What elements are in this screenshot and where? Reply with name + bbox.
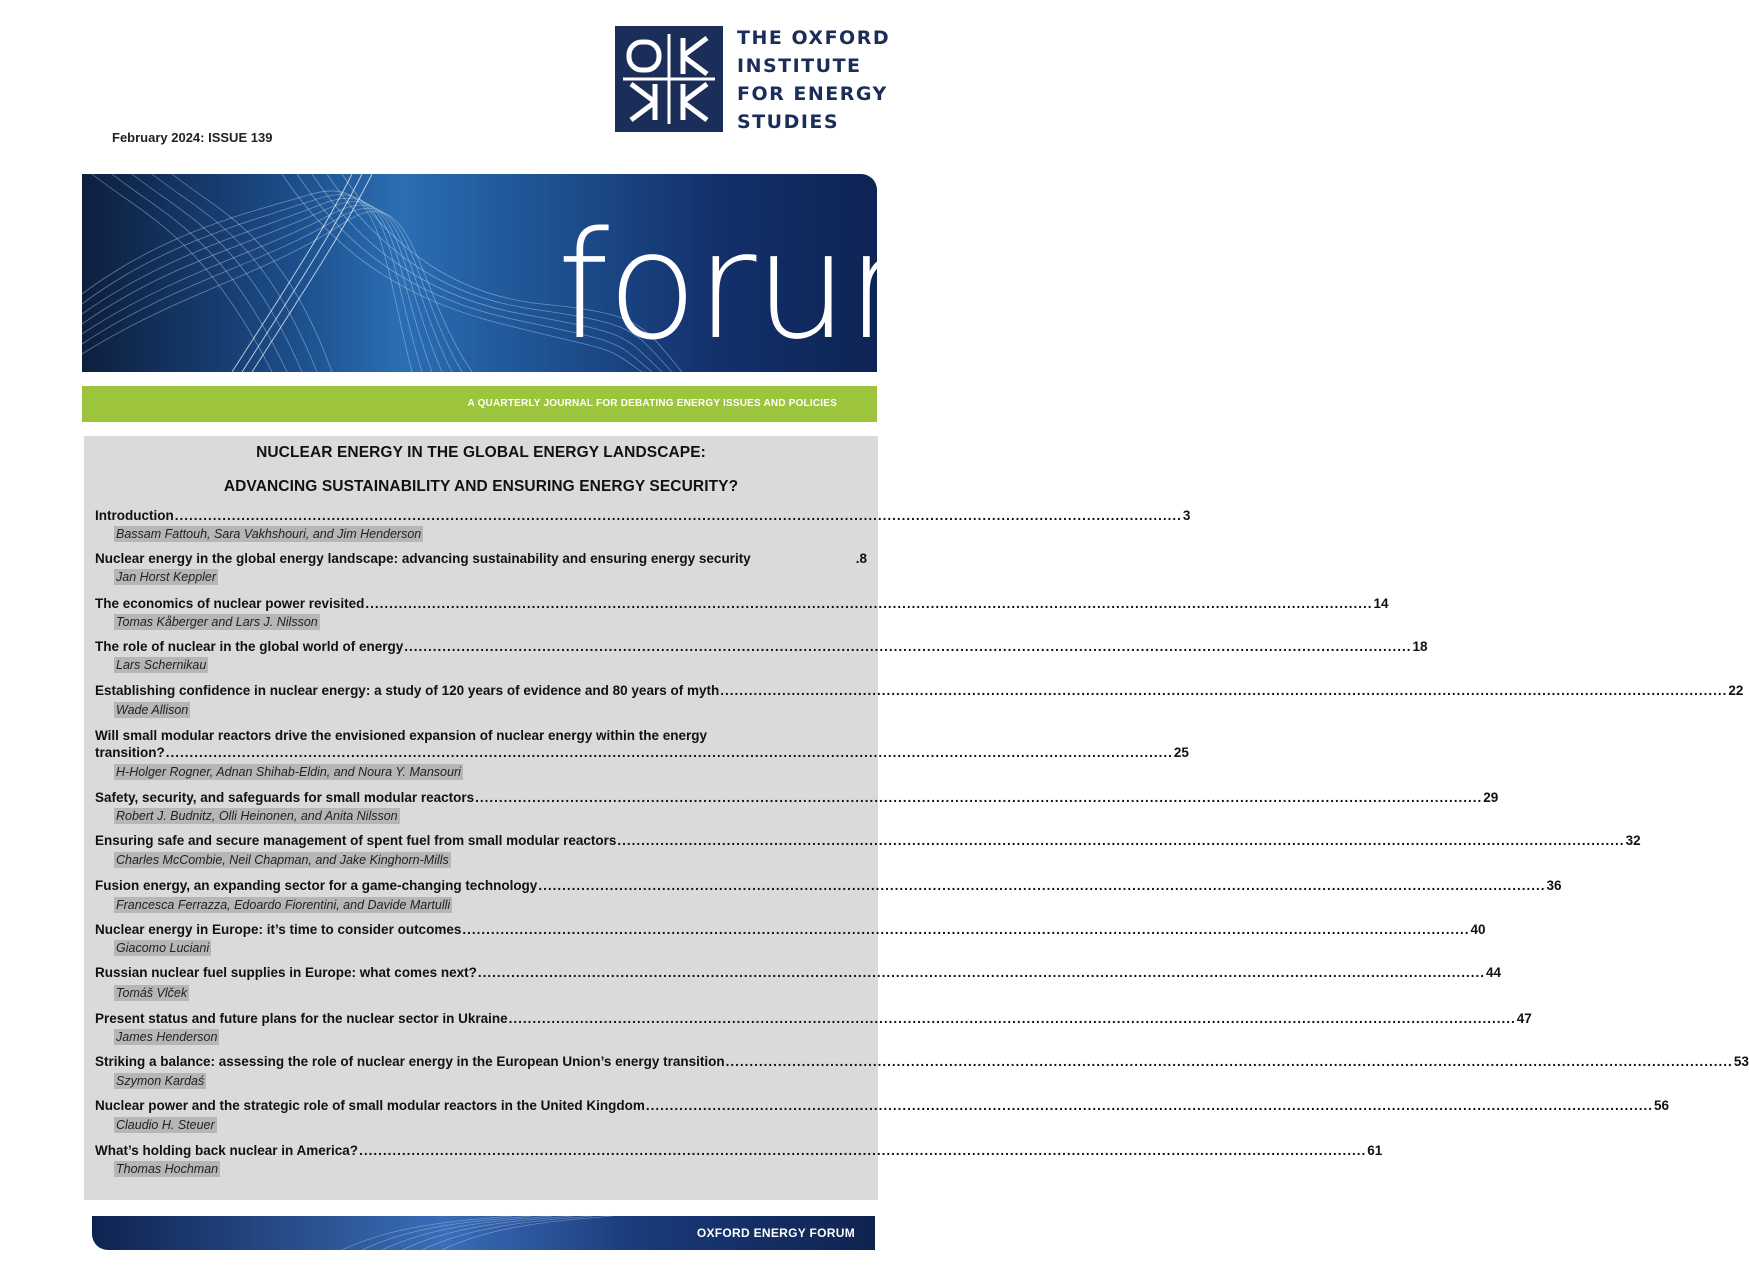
toc-authors: Szymon Kardaś bbox=[116, 1074, 205, 1088]
contents-heading-1: NUCLEAR ENERGY IN THE GLOBAL ENERGY LANDSCAPE: bbox=[256, 444, 706, 461]
toc-page: 61 bbox=[1367, 1143, 1383, 1158]
toc-page: 25 bbox=[1173, 745, 1189, 760]
dot-leader: .................................................................................................................................................................................................................... bbox=[725, 1054, 1733, 1069]
toc-authors: Jan Horst Keppler bbox=[116, 570, 217, 584]
dot-leader: .................................................................................................................................................................................................................... bbox=[359, 1143, 1367, 1158]
dot-leader: .................................................................................................................................................................................................................... bbox=[174, 508, 1182, 523]
toc-item-title[interactable] bbox=[95, 964, 1502, 981]
toc-page: 56 bbox=[1654, 1098, 1670, 1113]
toc-title-text: What’s holding back nuclear in America? bbox=[95, 1143, 359, 1158]
dot-leader: .................................................................................................................................................................................................................... bbox=[720, 683, 1728, 698]
toc-title-text: Nuclear power and the strategic role of small modular reactors in the United Kingdom bbox=[95, 1098, 645, 1113]
toc-authors: Francesca Ferrazza, Edoardo Fiorentini, and Davide Martulli bbox=[116, 898, 451, 912]
oies-logo-icon bbox=[615, 26, 723, 132]
tagline: A QUARTERLY JOURNAL FOR DEBATING ENERGY ISSUES AND POLICIES bbox=[467, 398, 837, 409]
toc-page: 36 bbox=[1546, 878, 1562, 893]
dot-leader: .................................................................................................................................................................................................................... bbox=[538, 878, 1546, 893]
toc-title-text: The economics of nuclear power revisited bbox=[95, 596, 365, 611]
toc-title-text: Nuclear energy in Europe: it’s time to consider outcomes bbox=[95, 922, 462, 937]
toc-item-title[interactable] bbox=[95, 550, 867, 567]
toc-authors: H-Holger Rogner, Adnan Shihab-Eldin, and Noura Y. Mansouri bbox=[116, 765, 461, 779]
toc-authors: Wade Allison bbox=[116, 703, 189, 717]
toc-title-text: Striking a balance: assessing the role of nuclear energy in the European Union’s energy transition bbox=[95, 1054, 725, 1069]
toc-item-title[interactable] bbox=[95, 595, 1389, 612]
toc-page: 22 bbox=[1728, 683, 1744, 698]
dot-leader: .................................................................................................................................................................................................................... bbox=[462, 922, 1470, 937]
toc-page: 14 bbox=[1373, 596, 1389, 611]
forum-banner bbox=[82, 174, 989, 372]
contents-panel bbox=[84, 436, 1749, 1200]
toc-authors: James Henderson bbox=[116, 1030, 218, 1044]
toc-title-text: Nuclear energy in the global energy landscape: advancing sustainability and ensuring energy security bbox=[95, 551, 751, 566]
toc-authors: Tomas Kåberger and Lars J. Nilsson bbox=[116, 615, 318, 629]
toc-authors: Robert J. Budnitz, Olli Heinonen, and Anita Nilsson bbox=[116, 809, 398, 823]
toc-title-text: Establishing confidence in nuclear energy: a study of 120 years of evidence and 80 years of myth bbox=[95, 683, 720, 698]
toc-title-text: Safety, security, and safeguards for small modular reactors bbox=[95, 790, 475, 805]
tagline-bar bbox=[82, 386, 877, 422]
toc-page: 47 bbox=[1516, 1011, 1532, 1026]
dot-leader: .................................................................................................................................................................................................................... bbox=[404, 639, 1412, 654]
toc-item-title[interactable] bbox=[95, 507, 1191, 524]
toc-authors: Charles McCombie, Neil Chapman, and Jake Kinghorn-Mills bbox=[116, 853, 449, 867]
logo-line-2: INSTITUTE bbox=[737, 55, 862, 77]
dot-leader: .................................................................................................................................................................................................................... bbox=[617, 833, 1625, 848]
dot-leader: .................................................................................................................................................................................................................... bbox=[508, 1011, 1516, 1026]
toc-authors: Thomas Hochman bbox=[116, 1162, 219, 1176]
toc-page: 3 bbox=[1182, 508, 1191, 523]
toc-authors: Giacomo Luciani bbox=[116, 941, 210, 955]
toc-item-title[interactable] bbox=[95, 921, 1486, 938]
toc-title-text: Ensuring safe and secure management of spent fuel from small modular reactors bbox=[95, 833, 617, 848]
logo-line-4: STUDIES bbox=[737, 111, 840, 133]
toc-authors: Tomáš Vlček bbox=[116, 986, 188, 1000]
logo-line-3: FOR ENERGY bbox=[737, 83, 888, 105]
contents-heading-2: ADVANCING SUSTAINABILITY AND ENSURING ENERGY SECURITY? bbox=[223, 478, 739, 495]
toc-authors: Bassam Fattouh, Sara Vakhshouri, and Jim Henderson bbox=[116, 527, 422, 541]
dot-leader: .................................................................................................................................................................................................................... bbox=[477, 965, 1485, 980]
toc-item-title[interactable] bbox=[95, 832, 1641, 849]
dot-leader: .................................................................................................................................................................................................................... bbox=[475, 790, 1483, 805]
toc-item-title[interactable] bbox=[95, 1142, 1383, 1159]
dot-leader: .................................................................................................................................................................................................................... bbox=[645, 1098, 1654, 1113]
toc-title-text: Present status and future plans for the nuclear sector in Ukraine bbox=[95, 1011, 508, 1026]
toc-title-text: Introduction bbox=[95, 508, 174, 523]
oies-logo-wordmark bbox=[737, 24, 937, 136]
toc-authors: Lars Schernikau bbox=[116, 658, 207, 672]
forum-title: forum bbox=[557, 200, 989, 372]
toc-title-text: The role of nuclear in the global world of energy bbox=[95, 639, 404, 654]
issue-date: February 2024: ISSUE 139 bbox=[112, 130, 273, 145]
footer-bar bbox=[92, 1216, 875, 1250]
toc-item-title[interactable] bbox=[95, 1053, 1749, 1070]
toc-page: 32 bbox=[1625, 833, 1641, 848]
toc-item-title[interactable] bbox=[95, 1097, 1670, 1114]
toc-item-title-line-1[interactable]: Will small modular reactors drive the envisioned expansion of nuclear energy within the energy bbox=[95, 728, 708, 743]
toc-title-text: Russian nuclear fuel supplies in Europe: what comes next? bbox=[95, 965, 477, 980]
logo-line-1: THE OXFORD bbox=[737, 27, 891, 49]
toc-title-text: transition? bbox=[95, 745, 165, 760]
toc-item-title[interactable] bbox=[95, 744, 1189, 761]
toc-page: 40 bbox=[1470, 922, 1486, 937]
toc-item-title[interactable] bbox=[95, 682, 1744, 699]
toc-item-title[interactable] bbox=[95, 638, 1428, 655]
footer-label: OXFORD ENERGY FORUM bbox=[696, 1226, 855, 1240]
toc-item-title[interactable] bbox=[95, 1010, 1532, 1027]
dot-leader: .................................................................................................................................................................................................................... bbox=[365, 596, 1373, 611]
toc-page: 44 bbox=[1486, 965, 1502, 980]
toc-item-title[interactable] bbox=[95, 789, 1499, 806]
toc-title-text: Fusion energy, an expanding sector for a game-changing technology bbox=[95, 878, 538, 893]
toc-item-title[interactable] bbox=[95, 877, 1562, 894]
toc-page: 29 bbox=[1483, 790, 1499, 805]
toc-page: .8 bbox=[855, 551, 867, 566]
toc-page: 53 bbox=[1733, 1054, 1749, 1069]
oies-logo-mark bbox=[615, 26, 723, 132]
toc-authors: Claudio H. Steuer bbox=[116, 1118, 215, 1132]
dot-leader: .................................................................................................................................................................................................................... bbox=[165, 745, 1173, 760]
toc-page: 18 bbox=[1412, 639, 1428, 654]
